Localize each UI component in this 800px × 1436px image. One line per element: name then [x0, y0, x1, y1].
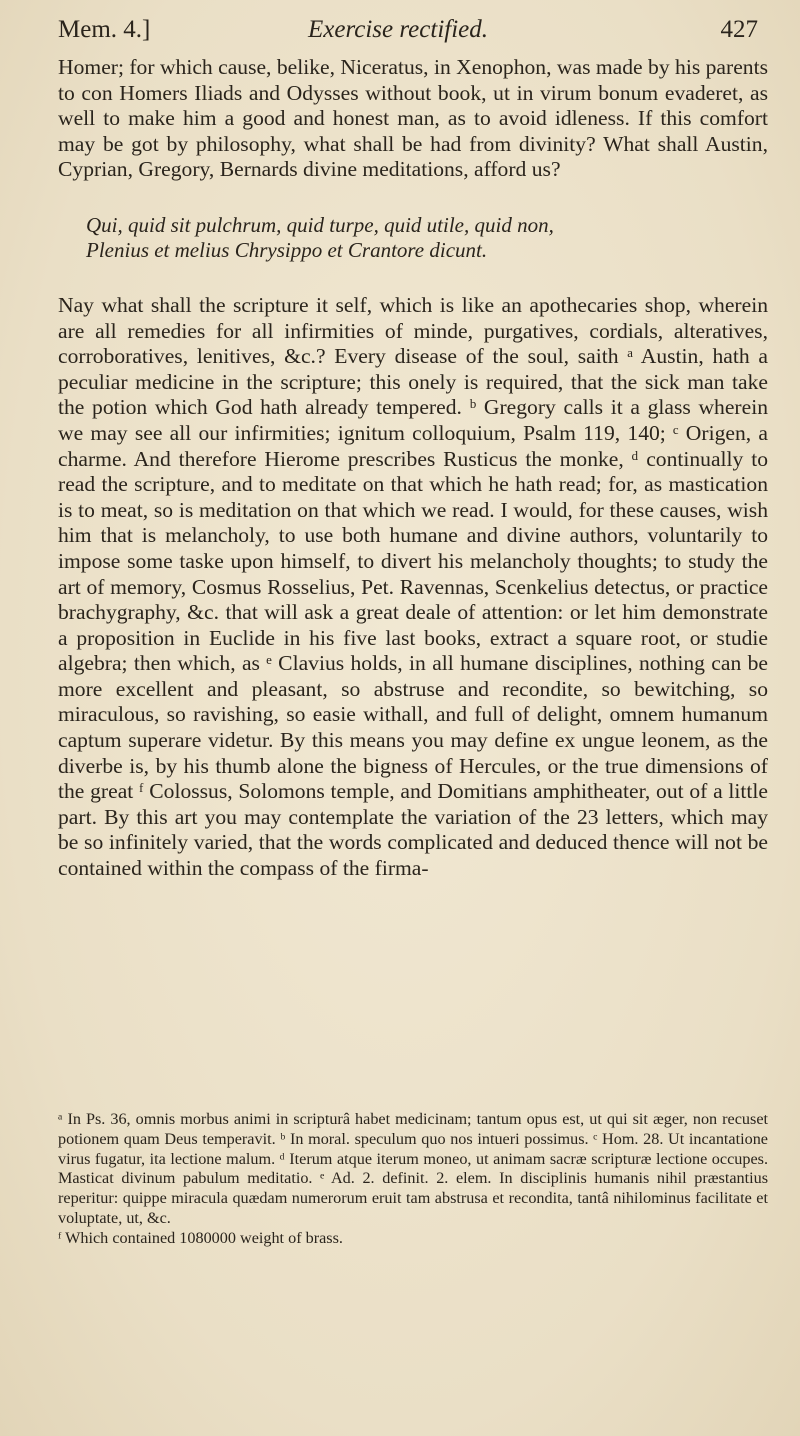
body-text: [58, 55, 768, 882]
main-paragraph: Nay what shall the scripture it self, which is like an apothecaries shop, wherein are all remedies for all infirmities of minde, purgatives, cordials, alteratives, corroboratives, lenitives, &c.? Every disease of the soul, saith ᵃ Austin, hath a peculiar medicine in the scripture; this onely is required, that the sick man take the potion which God hath already tempered. ᵇ Gregory calls it a glass wherein we may see all our infirmities; ignitum colloquium, Psalm 119, 140; ᶜ Origen, a charme. And therefore Hierome prescribes Rusticus the monke, ᵈ continually to read the scripture, and to meditate on that which he hath read; for, as mastication is to meat, so is meditation on that which we read. I would, for these causes, wish him that is melancholy, to use both humane and divine authors, voluntarily to impose some taske upon himself, to divert his melancholy thoughts; to study the art of memory, Cosmus Rosselius, Pet. Ravennas, Scenkelius detectus, or practice brachygraphy, &c. that will ask a great deale of attention: or let him demonstrate a proposition in Euclide in his five last books, extract a square root, or studie algebra; then which, as ᵉ Clavius holds, in all humane disciplines, nothing can be more excellent and pleasant, so abstruse and recondite, so bewitching, so miraculous, so ravishing, so easie withall, and full of delight, omnem humanum captum superare videtur. By this means you may define ex ungue leonem, as the diverbe is, by his thumb alone the bigness of Hercules, or the true dimensions of the great ᶠ Colossus, Solomons temple, and Domitians amphitheater, out of a little part. By this art you may contemplate the variation of the 23 letters, which may be so infinitely varied, that the words complicated and deduced thence will not be contained within the compass of the firma-: [58, 292, 768, 881]
footnotes: [58, 1110, 768, 1249]
footnote-block: ᵃ In Ps. 36, omnis morbus animi in scripturâ habet medicinam; tantum opus est, ut qui sit æger, non recuset potionem quam Deus temperavit. ᵇ In moral. speculum quo nos intueri possimus. ᶜ Hom. 28. Ut incantatione virus fugatur, ita lectione malum. ᵈ Iterum atque iterum moneo, ut animam sacræ scripturæ lectione occupes. Masticat divinum pabulum meditatio. ᵉ Ad. 2. definit. 2. elem. In disciplinis humanis nihil præstantius reperitur: quippe miracula quædam numerorum eruit tam abstrusa et recondita, tantâ nihilominus facilitate et voluptate, ut, &c.: [58, 1110, 768, 1227]
header-title: Exercise rectified.: [308, 16, 489, 43]
intro-paragraph: Homer; for which cause, belike, Niceratus, in Xenophon, was made by his parents to con Homers Iliads and Odysses without book, ut in virum bonum evaderet, as well to make him a good and honest man, as to avoid idleness. If this comfort may be got by philosophy, what shall be had from divinity? What shall Austin, Cyprian, Gregory, Bernards divine meditations, afford us?: [58, 55, 768, 182]
quote-line-1: Qui, quid sit pulchrum, quid turpe, quid utile, quid non,: [86, 212, 554, 237]
latin-quote: [58, 213, 768, 263]
page-number: 427: [720, 16, 758, 43]
header-section-mark: Mem. 4.]: [58, 16, 151, 43]
running-header: [58, 16, 758, 50]
quote-line-2: Plenius et melius Chrysippo et Crantore dicunt.: [86, 237, 488, 262]
footnote-colossus: ᶠ Which contained 1080000 weight of brass.: [58, 1228, 343, 1247]
